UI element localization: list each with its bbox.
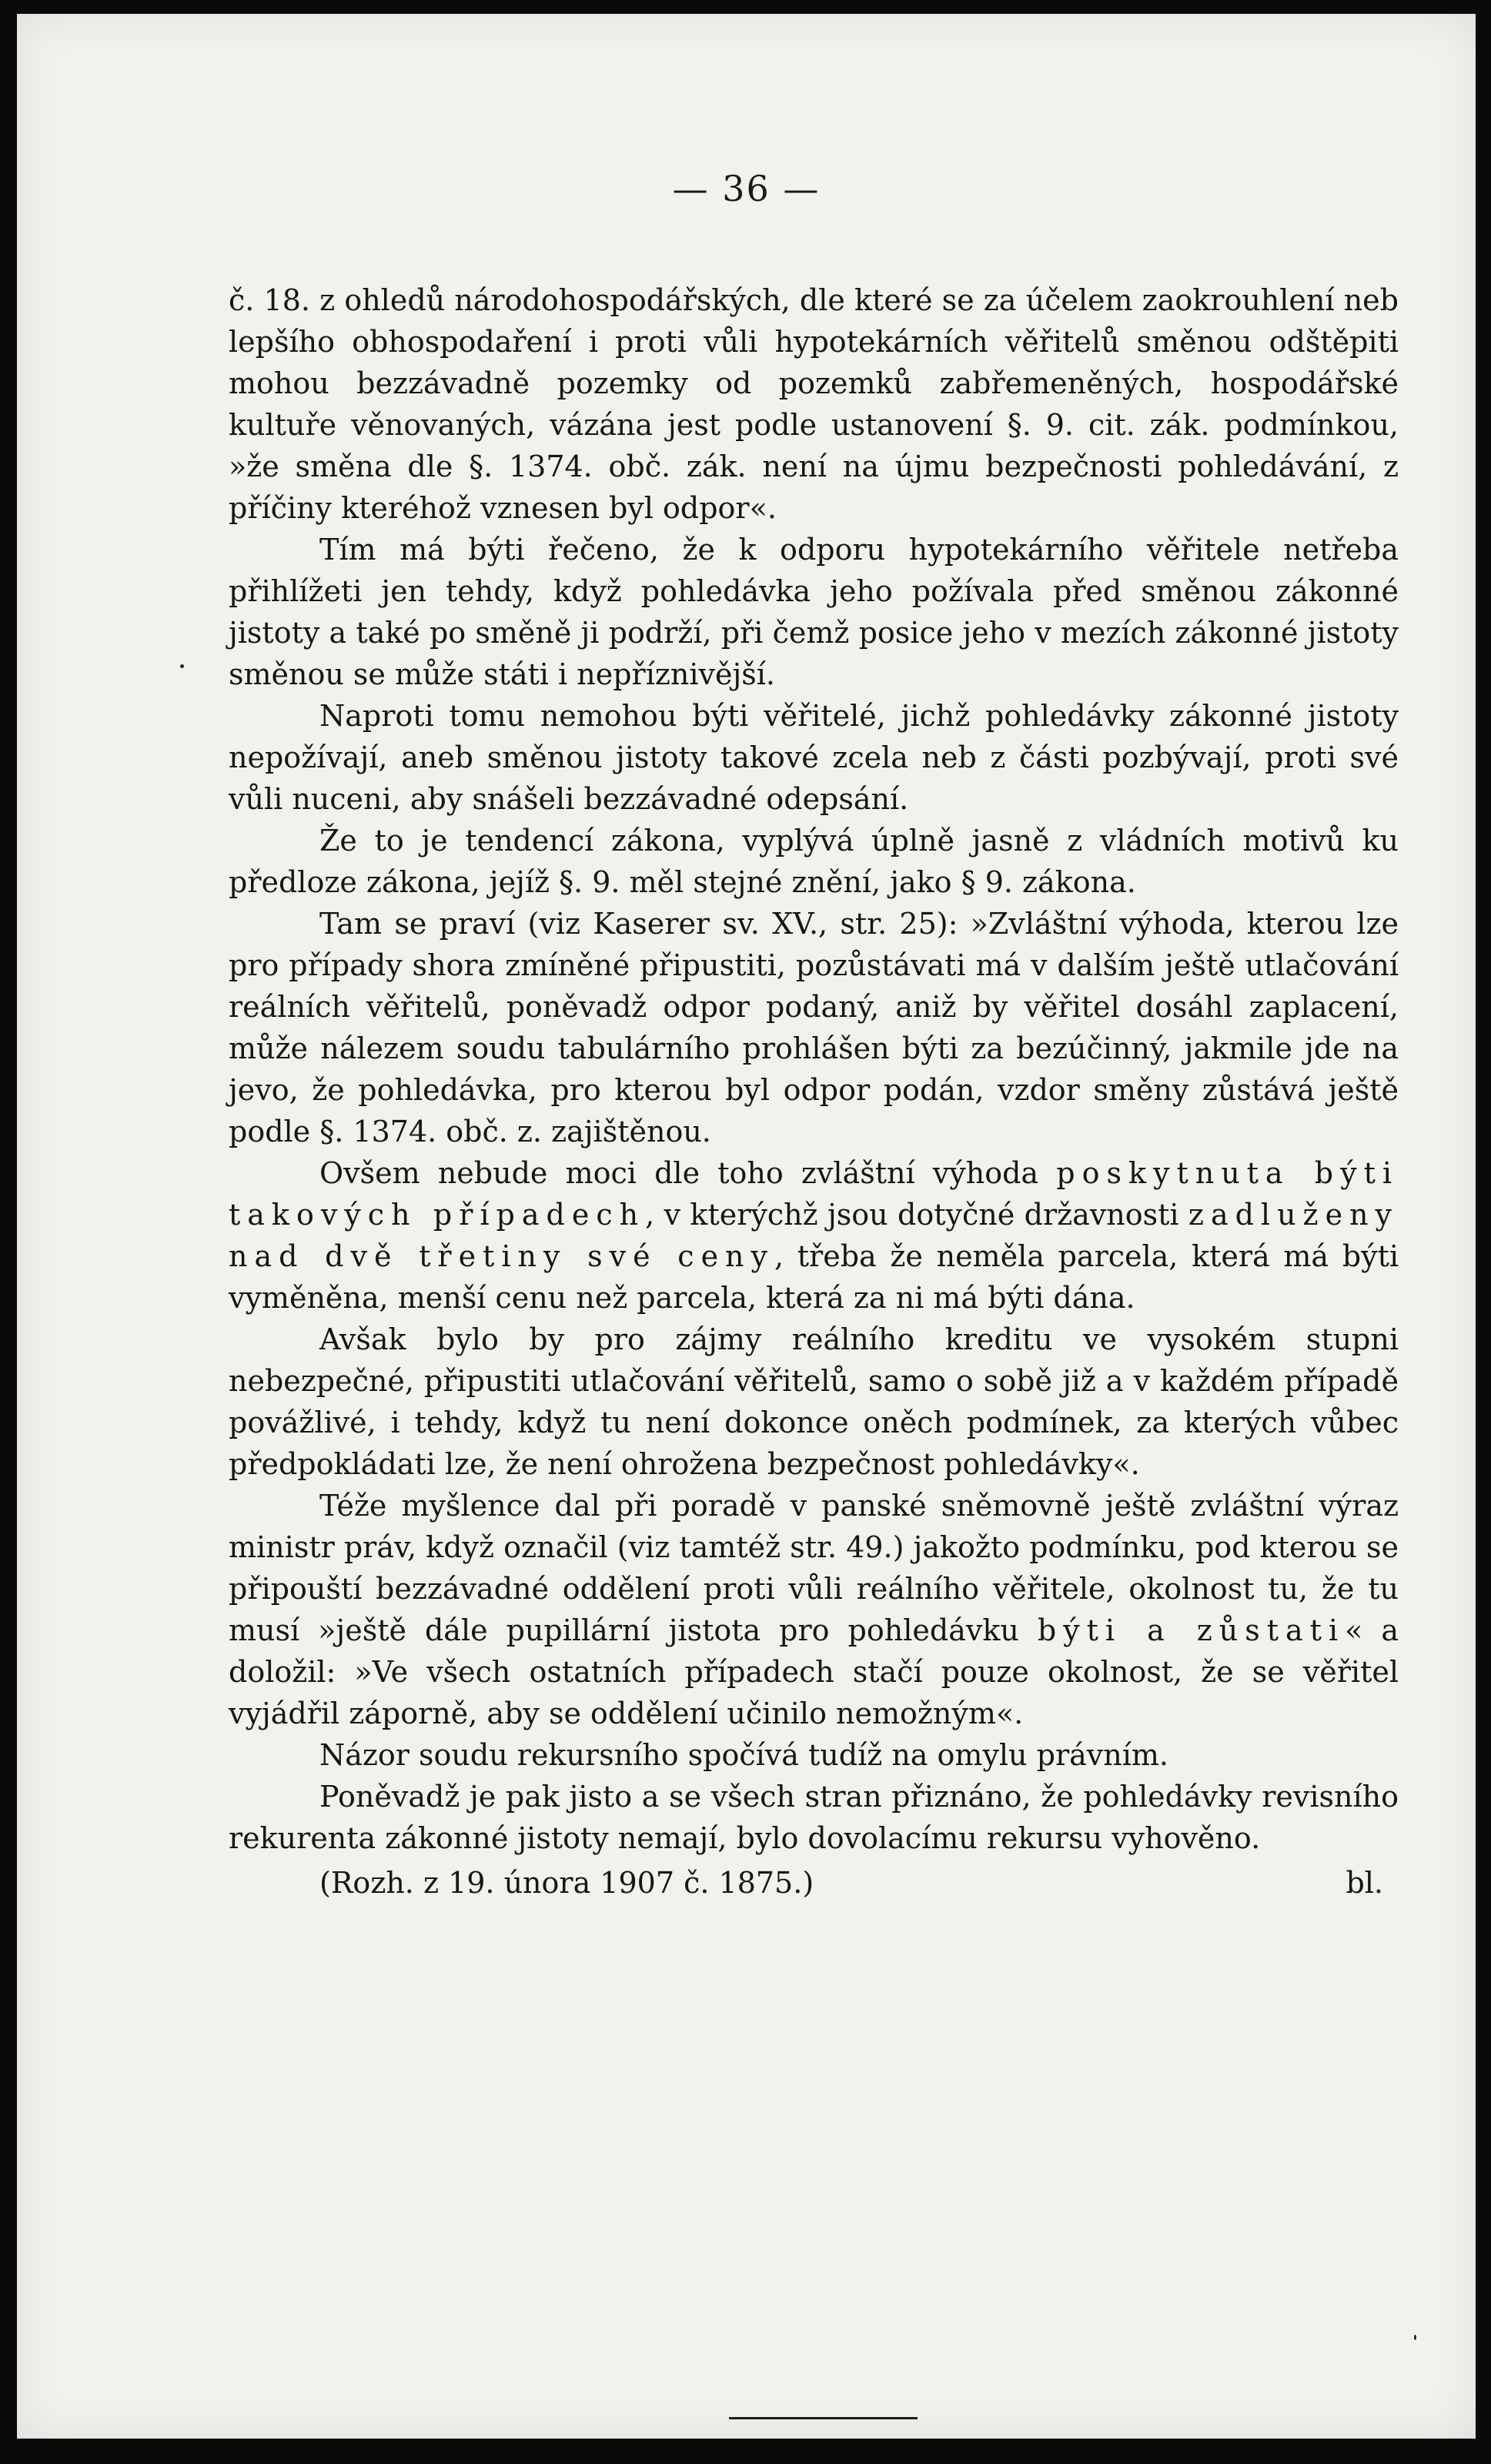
page-number: — 36 — bbox=[672, 168, 821, 209]
paragraph-5: Tam se praví (viz Kaserer sv. XV., str. 25): »Zvláštní výhoda, kterou lze pro případy shora zmíněné připustiti, pozůstávati má v dalším ještě utlačování reálních věřitelů, poněvadž odpor podaný, aniž by věřitel dosáhl zaplacení, může nálezem soudu tabulárního prohlášen býti za bezúčinný, jakmile jde na jevo, že pohledávka, pro kterou byl odpor podán, vzdor směny zůstává ještě podle §. 1374. obč. z. zajištěnou. bbox=[229, 907, 1399, 1148]
author-initials: bl. bbox=[1346, 1866, 1383, 1900]
paragraph-10: Poněvadž je pak jisto a se všech stran přiznáno, že pohledávky revisního rekurenta zákonné jistoty nemají, bylo dovolacímu rekursu vyhověno. bbox=[229, 1780, 1399, 1855]
body-text bbox=[229, 279, 1399, 1904]
paragraph-8-text-b: « a doložil: »Ve všech ostatních případech stačí pouze okolnost, že se věřitel vyjádřil záporně, aby se oddělení učinilo nemožným«. bbox=[229, 1613, 1399, 1730]
paragraph-8-text-a: Téže myšlence dal při poradě v panské sněmovně ještě zvláštní výraz ministr práv, když označil (viz tamtéž str. 49.) jakožto podmínku, pod kterou se připouští bezzávadné oddělení proti vůli reálního věřitele, okolnost tu, že tu musí »ještě dále pupillární jistota pro pohledávku bbox=[229, 1489, 1399, 1647]
paragraph-6-text-b: , v kterýchž jsou dotyčné državnosti bbox=[645, 1198, 1188, 1232]
citation: (Rozh. z 19. února 1907 č. 1875.) bbox=[319, 1866, 814, 1900]
paragraph-6-spaced-b: zadluženy nad dvě třetiny své ceny bbox=[229, 1198, 1399, 1273]
paragraph-8-spaced-a: býti a zůstati bbox=[1037, 1613, 1346, 1647]
paragraph-4: Že to je tendencí zákona, vyplývá úplně jasně z vládních motivů ku předloze zákona, jejíž §. 9. měl stejné znění, jako § 9. zákona. bbox=[229, 824, 1399, 899]
paragraph-9: Názor soudu rekursního spočívá tudíž na omylu právním. bbox=[319, 1738, 1168, 1772]
paragraph-2: Tím má býti řečeno, že k odporu hypotekárního věřitele netřeba přihlížeti jen tehdy, když pohledávka jeho požívala před směnou zákonné jistoty a také po směně ji podrží, při čemž posice jeho v mezích zákonné jistoty směnou se může státi i nepříznivější. bbox=[229, 533, 1399, 691]
paragraph-6 bbox=[229, 1152, 1399, 1319]
paragraph-6-text-a: Ovšem nebude moci dle toho zvláštní výhoda bbox=[319, 1156, 1057, 1190]
paragraph-8 bbox=[229, 1485, 1399, 1734]
paragraph-1: č. 18. z ohledů národohospodářských, dle které se za účelem zaokrouhlení neb lepšího obhospodaření i proti vůli hypotekárních věřitelů směnou odštěpiti mohou bezzávadně pozemky od pozemků zabřemeněných, hospodářské kultuře věnovaných, vázána jest podle ustanovení §. 9. cit. zák. podmínkou, »že směna dle §. 1374. obč. zák. není na újmu bezpečnosti pohledávání, z příčiny kteréhož vznesen byl odpor«. bbox=[229, 283, 1399, 525]
paragraph-6-text-c: , třeba že neměla parcela, která má býti vyměněna, menší cenu než parcela, která za ni má býti dána. bbox=[229, 1239, 1399, 1315]
scan-speck bbox=[180, 664, 184, 668]
paragraph-3: Naproti tomu nemohou býti věřitelé, jichž pohledávky zákonné jistoty nepožívají, aneb směnou jistoty takové zcela neb z části pozbývají, proti své vůli nuceni, aby snášeli bezzávadné odepsání. bbox=[229, 699, 1399, 816]
paragraph-6-spaced-a: poskytnuta býti takových případech bbox=[229, 1156, 1399, 1232]
paragraph-7: Avšak bylo by pro zájmy reálního kreditu ve vysokém stupni nebezpečné, připustiti utlačování věřitelů, samo o sobě již a v každém případě povážlivé, i tehdy, když tu není dokonce oněch podmínek, za kterých vůbec předpokládati lze, že není ohrožena bezpečnost pohledávky«. bbox=[229, 1322, 1399, 1481]
citation-line bbox=[229, 1862, 1399, 1904]
document-page bbox=[17, 14, 1476, 2439]
scan-speck bbox=[1414, 2335, 1416, 2340]
closing-rule bbox=[729, 2417, 918, 2419]
